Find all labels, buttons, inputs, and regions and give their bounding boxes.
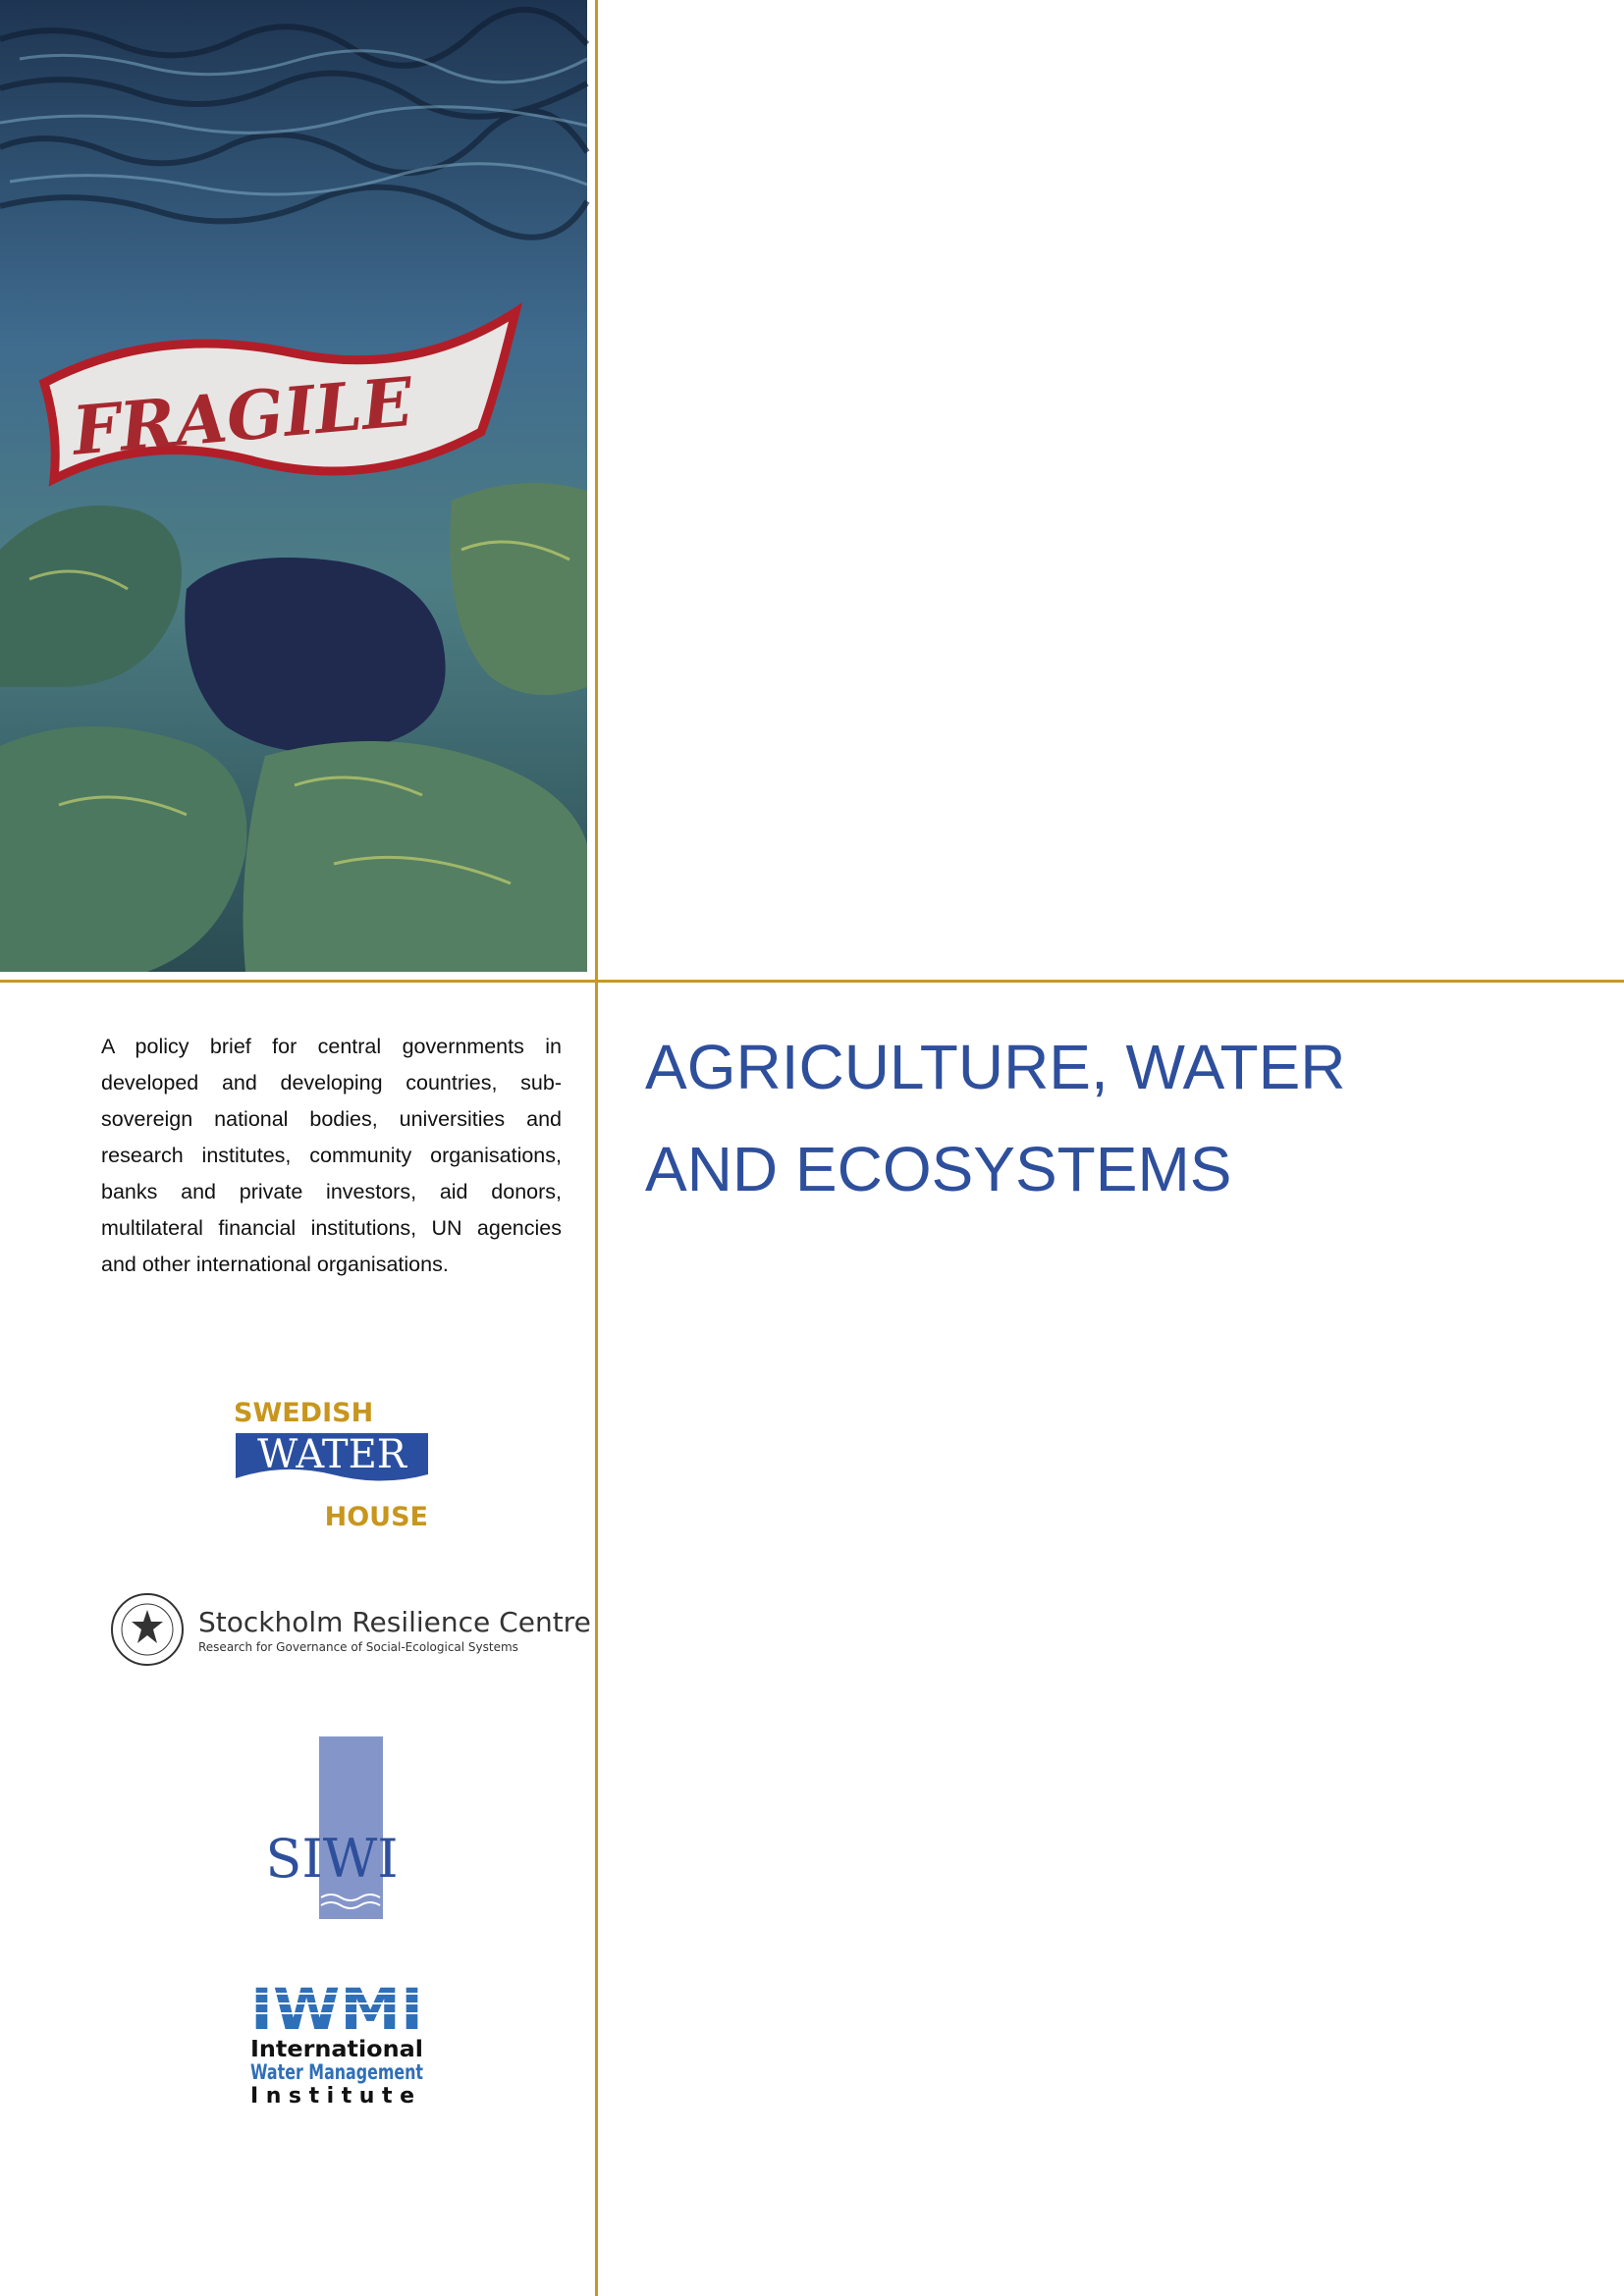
swedish-water-house-logo xyxy=(234,1394,435,1531)
title-line-1: AGRICULTURE, WATER xyxy=(645,1032,1346,1102)
svg-text:Research for Governance of Soc: Research for Governance of Social-Ecological Systems xyxy=(198,1640,518,1654)
page-title xyxy=(645,1016,1588,1220)
horizontal-rule xyxy=(0,980,1624,983)
svg-text:Stockholm Resilience Centre: Stockholm Resilience Centre xyxy=(198,1606,591,1638)
vertical-rule xyxy=(595,0,598,2296)
svg-text:Water Management: Water Management xyxy=(250,2060,423,2084)
iwmi-logo xyxy=(244,1978,430,2110)
siwi-logo xyxy=(260,1733,407,1919)
stockholm-resilience-centre-logo xyxy=(108,1590,591,1669)
fragile-text: FRAGILE xyxy=(69,362,416,471)
svg-text:SIWI: SIWI xyxy=(265,1828,399,1890)
svg-text:International: International xyxy=(250,2037,423,2062)
svg-text:HOUSE: HOUSE xyxy=(324,1502,428,1532)
title-line-2: AND ECOSYSTEMS xyxy=(645,1134,1232,1204)
policy-brief-audience: A policy brief for central governments in developed and developing countries, sub-sovereign national bodies, universities and research institutes, community organisations, banks and private investors, aid donors, multilateral financial institutions, UN agencies and other international organisations. xyxy=(101,1035,562,1276)
svg-text:IWMI: IWMI xyxy=(250,1976,423,2043)
svg-text:WATER: WATER xyxy=(257,1432,406,1477)
cover-photo xyxy=(0,0,587,972)
svg-text:Institute: Institute xyxy=(250,2084,423,2109)
svg-text:SWEDISH: SWEDISH xyxy=(234,1398,374,1428)
